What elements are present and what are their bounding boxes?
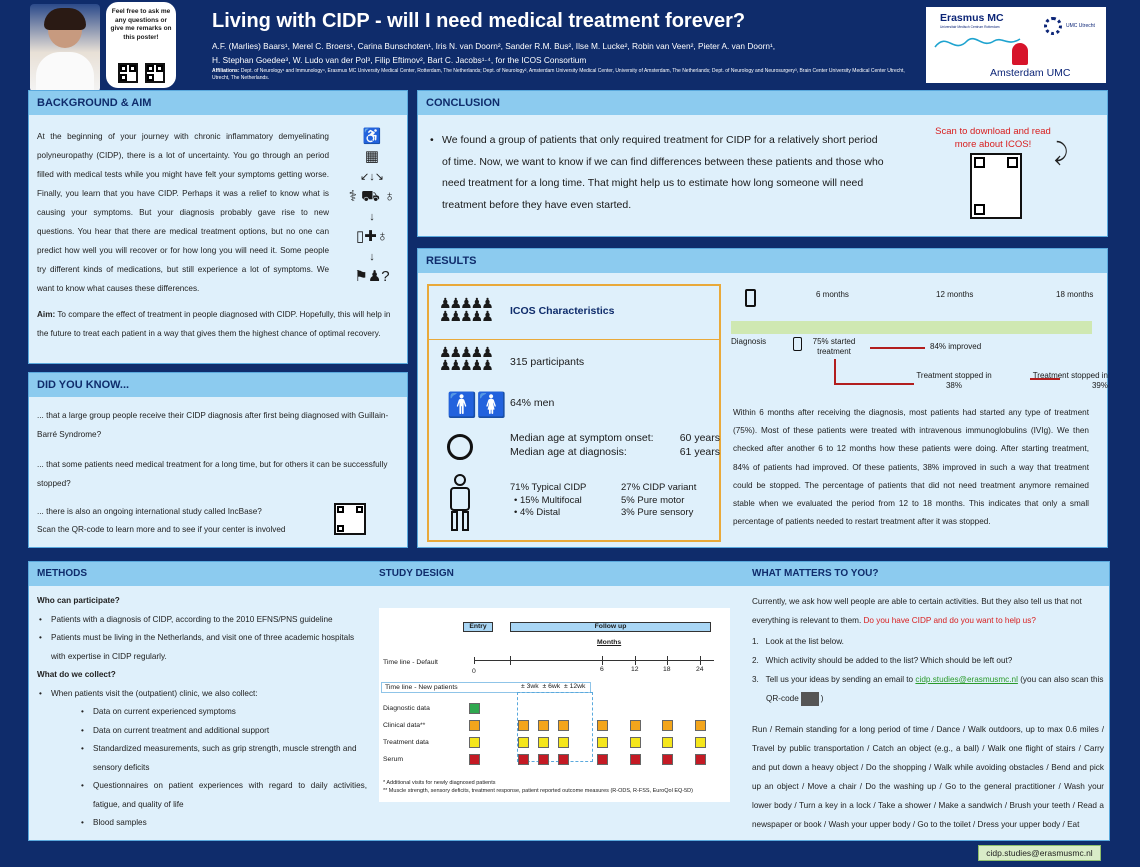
multifocal: 15% Multifocal	[519, 494, 582, 506]
bubble-text: Feel free to ask me any questions or give me remarks on this poster!	[110, 8, 172, 41]
data-square	[662, 754, 673, 765]
didyouknow-panel	[28, 372, 408, 548]
aim-block	[37, 305, 399, 343]
row-clinical: Clinical data**	[383, 722, 426, 729]
data-square	[469, 720, 480, 731]
what-text: • When patients visit the (outpatient) clinic, we also collect:	[37, 685, 367, 704]
tl-new-label: Time line - New patients	[381, 682, 591, 693]
qr-code-contact-1[interactable]	[118, 63, 138, 83]
row-serum: Serum	[383, 756, 404, 763]
data-square	[630, 754, 641, 765]
qr-code-email-icon[interactable]	[801, 692, 819, 706]
data-square	[469, 754, 480, 765]
age-onset-value: 60 years	[679, 432, 720, 444]
qr-code-icos[interactable]	[970, 153, 1022, 219]
month-24: 24	[696, 666, 704, 673]
erasmus-logo: Erasmus MC	[940, 12, 1004, 24]
data-square	[538, 720, 549, 731]
background-heading: BACKGROUND & AIM	[29, 91, 407, 115]
participants-icon: ♟♟♟♟♟ ♟♟♟♟♟	[439, 344, 492, 373]
data-square	[662, 720, 673, 731]
matters-heading: WHAT MATTERS TO YOU?	[752, 568, 879, 579]
men-women-icon: 🚹🚺	[447, 392, 507, 419]
tl-6-months: 6 months	[816, 290, 849, 299]
data-square	[558, 720, 569, 731]
bottom-panel	[28, 561, 1110, 841]
step-3c: )	[820, 694, 824, 703]
curved-arrow-icon: ⤸	[1054, 139, 1069, 166]
icos-characteristics-box: ♟♟♟♟♟ ♟♟♟♟♟ ICOS Characteristics ♟♟♟♟♟ ♟♟♟♟♟ 315 participants 🚹🚺 64% men Median age at symptom onset: 60 years Median age at diagnosis: 61 years 71% Typical CIDP • 15% Multifocal • 4% Distal 27% CIDP variant 5% Pure motor 3% Pure sensory	[427, 284, 721, 542]
conclusion-text: • We found a group of patients that only required treatment for CIDP for a relatively short period of time. Now, we want to know if we can find differences between these patients and those who need treatment for a long time. That might help us to estimate how long someone will need treatment before they have even started.	[428, 130, 888, 216]
conclusion-scan-text: Scan to download and read more about ICOS!	[935, 126, 1051, 150]
extra-visits: ± 3wk ± 6wk ± 12wk	[521, 683, 586, 690]
matters-intro-red: Do you have CIDP and do you want to help us?	[863, 616, 1036, 625]
diagnostic-square	[469, 703, 480, 714]
typical-cidp: 71% Typical CIDP	[510, 482, 587, 493]
row-treatment: Treatment data	[383, 739, 429, 746]
month-18: 18	[663, 666, 671, 673]
data-square	[695, 720, 706, 731]
body-nerves-icon	[445, 474, 475, 532]
conclusion-list	[428, 130, 888, 216]
who-2: • Patients must be living in the Netherlands, and visit one of three academic hospitals with expertise in CIDP regularly.	[37, 629, 367, 666]
didyouknow-p2: ... that some patients need medical treatment for a long time, but for others it can be successfully stopped?	[37, 460, 388, 488]
month-12: 12	[631, 666, 639, 673]
results-panel	[417, 248, 1108, 548]
data-square	[538, 754, 549, 765]
tl-18-months: 18 months	[1056, 290, 1094, 299]
age-onset-label: Median age at symptom onset:	[510, 432, 654, 444]
data-square	[558, 754, 569, 765]
question-person-icon: ⚑♟?	[354, 268, 390, 285]
data-square	[518, 737, 529, 748]
group-icon: ♟♟♟♟♟ ♟♟♟♟♟	[439, 295, 492, 324]
author-photo	[30, 4, 100, 92]
collect-3: • Standardized measurements, such as grip strength, muscle strength and sensory deficits	[79, 740, 367, 777]
tl-diagnosis: Diagnosis	[731, 337, 767, 346]
authors-line-2: H. Stephan Goedee³, W. Ludo van der Pol³, Filip Eftimov², Bart C. Jacobs¹·⁴, for the ICOS Consortium	[212, 55, 587, 65]
methods-body	[37, 592, 367, 833]
collect-1: • Data on current experienced symptoms	[79, 703, 367, 722]
collect-4: • Questionnaires on patient experiences with regard to daily activities, fatigue, and quality of life	[79, 777, 367, 814]
didyouknow-p3a: ... there is also an ongoing international study called IncBase?	[37, 507, 262, 516]
email-link[interactable]: cidp.studies@erasmusmc.nl	[915, 675, 1018, 684]
didyouknow-p1: ... that a large group people receive their CIDP diagnosis after first being diagnosed with Guillain-Barré Syndrome?	[37, 411, 389, 439]
study-design-diagram	[379, 608, 730, 802]
participants-text: 315 participants	[510, 356, 585, 368]
data-square	[558, 737, 569, 748]
men-text: 64% men	[510, 397, 555, 409]
distal: 4% Distal	[519, 507, 561, 518]
arrow-to-improved	[870, 347, 925, 349]
utrecht-seal-icon	[1044, 17, 1062, 35]
affiliations	[212, 68, 918, 82]
collect-2: • Data on current treatment and additional support	[79, 722, 367, 741]
authors-line-1: A.F. (Marlies) Baars¹, Merel C. Broers¹, Carina Bunschoten¹, Iris N. van Doorn², Sander R.M. Bus², Ilse M. Lucke², Robin van Veen², Pieter A. van Doorn¹,	[212, 41, 776, 51]
data-square	[469, 737, 480, 748]
age-diagnosis-value: 61 years	[679, 446, 720, 458]
timeline-bar	[731, 321, 1092, 334]
background-text: At the beginning of your journey with chronic inflammatory demyelinating polyneuropathy (CIDP), there is a lot of uncertainty. You go through an period filled with medical tests while you might have felt your symptoms getting worse. Finally, you learn that you have CIDP. Perhaps it was a relief to know what is causing your symptoms. But your diagnosis probably gave rise to new questions. You hear that there are medical treatment options, but no one can predict how well you will recover or for how long you will need it. Some people try different kinds of medications, but still experience a lot of symptoms. We want to know what causes these differences.	[37, 132, 329, 293]
background-panel	[28, 90, 408, 364]
iv-drip-icon	[793, 337, 802, 351]
data-square	[597, 720, 608, 731]
hospital-icon: ▦	[364, 148, 380, 165]
patient-sitting-icon: ♿	[362, 128, 382, 145]
journey-icons	[341, 127, 403, 297]
data-square	[695, 737, 706, 748]
design-note-1: * Additional visits for newly diagnosed patients	[383, 780, 496, 786]
tl-12-months: 12 months	[936, 290, 974, 299]
row-diagnostic: Diagnostic data	[383, 705, 430, 712]
tl-improved: 84% improved	[930, 342, 982, 351]
affiliations-text: Dept. of Neurology¹ and Immunology⁴, Erasmus MC University Medical Center, Rotterdam, The Netherlands; Dept. of Neurology², Amsterdam University Medical Center, University of Amsterdam, The Netherlands; Dept. of Neurology and Neurosurgery³, Brain Center University Medical Center Utrecht, Utrecht, The Netherlands.	[212, 68, 905, 81]
age-diagnosis-label: Median age at diagnosis:	[510, 446, 627, 458]
erasmus-signature-icon	[932, 29, 1024, 55]
data-square	[630, 720, 641, 731]
data-square	[662, 737, 673, 748]
didyouknow-p3b: Scan the QR-code to learn more and to see if your center is involved	[37, 525, 286, 534]
conclusion-heading: CONCLUSION	[418, 91, 1107, 115]
month-6: 6	[600, 666, 604, 673]
conclusion-panel	[417, 90, 1108, 237]
speech-bubble	[106, 2, 176, 88]
results-text: Within 6 months after receiving the diagnosis, most patients had started any type of treatment (75%). Most of these patients were treated with intravenous immunoglobulins (IVIg). We then checked after another 6 to 12 months how these patients were doing. After starting treatment, 84% of patients had improved. Of these patients, 38% improved in such a way that treatment could be stopped. The percentage of patients that did not need treatment anymore remained stable when we evaluated the period from 12 to 18 months. This indicates that only a small percentage of patients needed to restart treatment after it was stopped.	[733, 408, 1089, 527]
activities-list: Run / Remain standing for a long period of time / Dance / Walk outdoors, up to max 0.6 miles / Travel by public transportation / Catch an object (e.g., a ball) / Walk one flight of stairs / Carry and put down a heavy object / Do the shopping / Walk while avoiding obstacles / Bend and pick up an object / Move a chair / Do the washing up / Go to the general practitioner / Wash your lower body / Turn a key in a lock / Take a shower / Make a sandwich / Brush your teeth / Read a newspaper or book / Wash your upper body / Go to the toilet / Dress your upper body / Eat	[752, 725, 1104, 829]
amsterdam-logo-icon	[1012, 43, 1028, 65]
step-1: Look at the list below.	[765, 637, 844, 646]
design-note-2: ** Muscle strength, sensory deficits, treatment response, patient reported outcome measures (R-ODS, R-FSS, EuroQol EQ-5D)	[383, 788, 693, 794]
who-label: Who can participate?	[37, 596, 120, 605]
qr-code-incbase[interactable]	[334, 503, 366, 535]
data-square	[695, 754, 706, 765]
followup-label: Follow up	[510, 622, 711, 632]
aim-label: Aim:	[37, 310, 56, 319]
arrow-down-icon-2: ↓	[369, 251, 375, 263]
didyouknow-heading: DID YOU KNOW...	[29, 373, 407, 397]
cidp-variant: 27% CIDP variant	[621, 482, 697, 493]
arrow-to-stopped38	[834, 383, 914, 385]
footer-email[interactable]: cidp.studies@erasmusmc.nl	[978, 845, 1101, 861]
affiliations-label: Affiliations:	[212, 68, 240, 74]
step-3a: Tell us your ideas by sending an email to	[765, 675, 914, 684]
tl-stopped38: Treatment stopped in 38%	[916, 371, 992, 390]
amsterdam-logo: Amsterdam UMC	[990, 67, 1071, 79]
matters-body: Currently, we ask how well people are able to certain activities. But they also tell us that not everything is relevant to them. Do you have CIDP and do you want to help us? 1. Look at the list below. 2. Which activity should be added to the list? Which should be left out? 3. Tell us your ideas by sending an email to cidp.studies@erasmusmc.nl (you can also scan this QR-code ) Run / Remain standing for a long period of time / Dance / Walk outdoors, up to max 0.6 miles / Travel by public transportation / Catch an object (e.g., a ball) / Walk one flight of stairs / Carry and put down a heavy object / Do the shopping / Walk while avoiding obstacles / Bend and pick up an object / Move a chair / Do the washing up / Go to the general practitioner / Wash your lower body / Turn a key in a lock / Take a shower / Make a sandwich / Brush your teeth / Read a newspaper or book / Wash your upper body / Go to the toilet / Dress your upper body / Eat	[752, 592, 1104, 834]
clock-icon	[447, 434, 473, 460]
logos-box	[926, 7, 1106, 83]
utrecht-logo: UMC Utrecht	[1066, 23, 1095, 29]
entry-label: Entry	[463, 622, 493, 632]
data-square	[597, 737, 608, 748]
month-0: 0	[472, 668, 476, 675]
erasmus-logo-sub: Universitair Medisch Centrum Rotterdam	[940, 25, 1000, 29]
tests-icon: ⚕ ⛟ ♁	[348, 188, 396, 205]
pure-motor: 5% Pure motor	[621, 494, 685, 506]
authors	[212, 39, 912, 67]
months-label: Months	[597, 639, 622, 646]
poster-title: Living with CIDP - will I need medical treatment forever?	[212, 10, 746, 32]
data-square	[597, 754, 608, 765]
who-1: • Patients with a diagnosis of CIDP, according to the 2010 EFNS/PNS guideline	[37, 611, 367, 630]
branch-line	[834, 359, 836, 384]
tl-started: 75% started treatment	[812, 337, 856, 356]
treatment-icon: ▯✚♁	[355, 228, 389, 245]
pure-sensory: 3% Pure sensory	[621, 507, 694, 518]
step-2: Which activity should be added to the list? Which should be left out?	[765, 656, 1013, 665]
tl-default-label: Time line - Default	[383, 659, 438, 666]
methods-heading: METHODS	[37, 568, 87, 579]
iv-bag-icon	[745, 289, 756, 307]
qr-code-contact-2[interactable]	[145, 63, 165, 83]
data-square	[518, 754, 529, 765]
arrow-down-icon: ↓	[369, 211, 375, 223]
collect-5: • Blood samples	[79, 814, 367, 833]
data-square	[630, 737, 641, 748]
what-label: What do we collect?	[37, 670, 116, 679]
step-3b: (you can also scan this QR-code	[766, 675, 1104, 703]
aim-text: To compare the effect of treatment in people diagnosed with CIDP. Hopefully, this will help in the future to treat each patient in a way that gives them the highest chance of optimal recovery.	[37, 310, 391, 338]
tl-stopped39: Treatment stopped in 39%	[1032, 371, 1108, 390]
results-heading: RESULTS	[418, 249, 1107, 273]
design-heading: STUDY DESIGN	[379, 568, 454, 579]
data-square	[538, 737, 549, 748]
arrows-down-icon: ↙↓↘	[360, 171, 384, 183]
icos-title: ICOS Characteristics	[510, 305, 615, 317]
data-square	[518, 720, 529, 731]
matters-intro: Currently, we ask how well people are able to certain activities. But they also tell us that not everything is relevant to them.	[752, 597, 1082, 625]
